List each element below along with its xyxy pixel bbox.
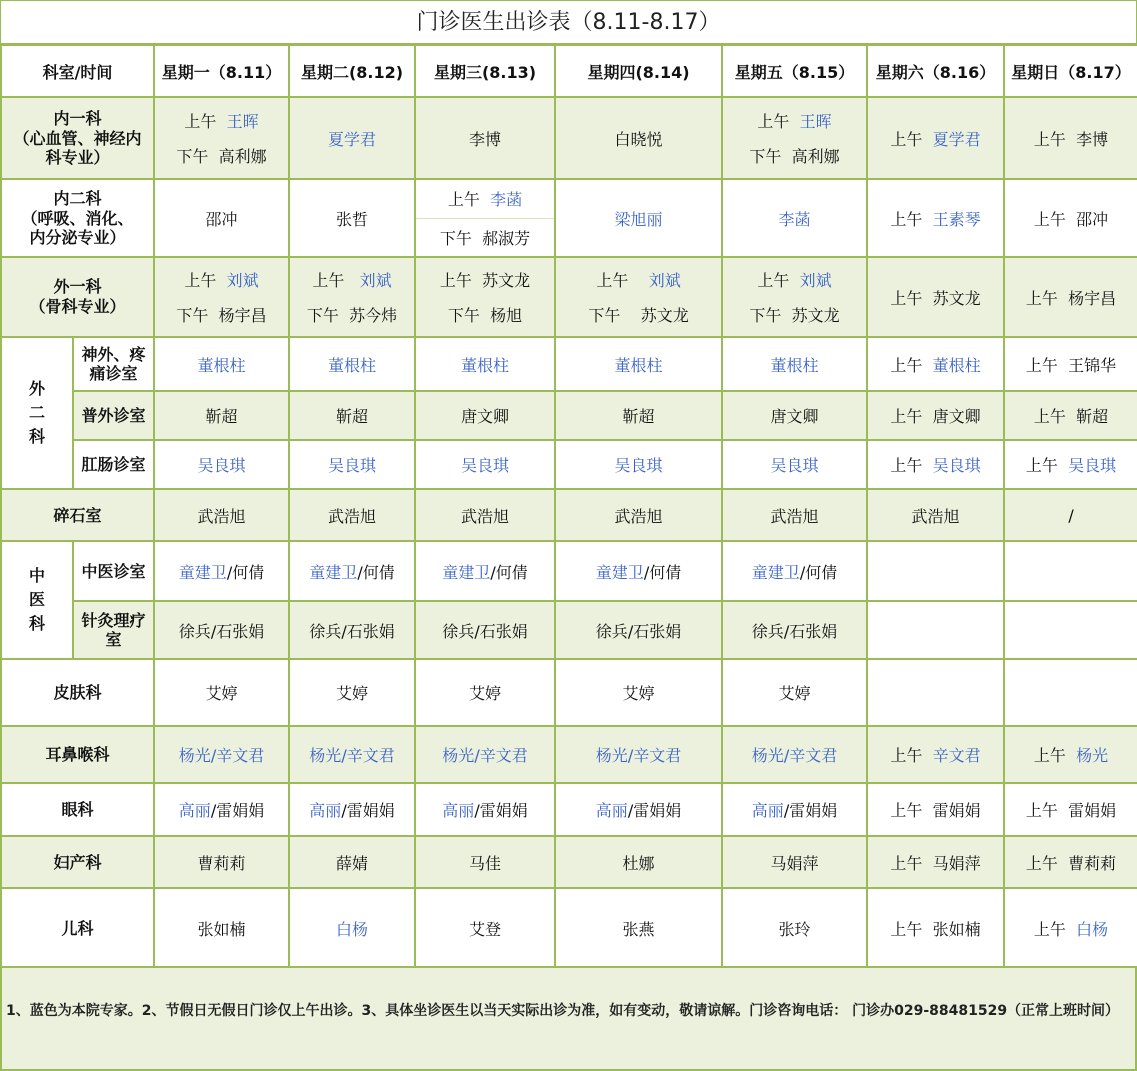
schedule-cell: 杨光/辛文君	[289, 726, 415, 783]
dept-name: 外一科	[53, 277, 102, 296]
schedule-cell	[1004, 601, 1137, 659]
schedule-cell: 上午 白杨	[1004, 888, 1137, 968]
schedule-cell: 上午 刘斌 下午 苏文龙	[722, 257, 867, 337]
dept-name: 外二科	[28, 379, 45, 446]
schedule-cell	[867, 601, 1004, 659]
schedule-cell: 武浩旭	[415, 489, 555, 541]
schedule-cell	[1004, 541, 1137, 601]
schedule-cell: 高丽/雷娟娟	[415, 783, 555, 836]
table-row	[1, 783, 1137, 836]
schedule-cell: 上午 吴良琪	[1004, 440, 1137, 489]
schedule-cell: 董根柱	[154, 337, 289, 391]
schedule-cell: 上午 王晖 下午 高利娜	[722, 97, 867, 179]
schedule-cell: 上午 刘斌 下午 杨宇昌	[154, 257, 289, 337]
dept-cell: 耳鼻喉科	[1, 726, 154, 783]
schedule-cell: 张燕	[555, 888, 722, 968]
schedule-cell: 上午 马娟萍	[867, 836, 1004, 888]
dept-cell: 儿科	[1, 888, 154, 968]
schedule-cell	[867, 659, 1004, 726]
schedule-cell: 高丽/雷娟娟	[722, 783, 867, 836]
schedule-cell: 上午 王素琴	[867, 179, 1004, 257]
schedule-cell: 李博	[415, 97, 555, 179]
schedule-cell: 上午 刘斌 下午 苏今炜	[289, 257, 415, 337]
dept-cell	[1, 97, 154, 179]
schedule-cell: 吴良琪	[415, 440, 555, 489]
schedule-cell: 武浩旭	[867, 489, 1004, 541]
dept-name: 中医科	[28, 566, 45, 633]
schedule-cell: 上午 王锦华	[1004, 337, 1137, 391]
header-row	[1, 45, 1137, 97]
schedule-cell: 杨光/辛文君	[415, 726, 555, 783]
schedule-cell: 上午 杨光	[1004, 726, 1137, 783]
schedule-cell: 马娟萍	[722, 836, 867, 888]
footer-text: 1、蓝色为本院专家。2、节假日无假日门诊仅上午出诊。3、具体坐诊医生以当天实际出诊为准，如有变动，敬请谅解。门诊咨询电话： 门诊办029-88481529（正常上班时间）	[6, 1003, 1120, 1019]
corner-header: 科室/时间	[1, 45, 154, 97]
schedule-cell: /	[1004, 489, 1137, 541]
schedule-cell: 董根柱	[415, 337, 555, 391]
schedule-cell: 杨光/辛文君	[722, 726, 867, 783]
footer-notes	[0, 966, 1137, 1071]
table-row	[1, 541, 1137, 601]
schedule-cell: 上午 辛文君	[867, 726, 1004, 783]
schedule-cell: 张如楠	[154, 888, 289, 968]
dept-cell	[1, 257, 154, 337]
schedule-cell: 邵冲	[154, 179, 289, 257]
schedule-cell: 张玲	[722, 888, 867, 968]
schedule-cell: 高丽/雷娟娟	[555, 783, 722, 836]
schedule-cell: 上午 苏文龙	[867, 257, 1004, 337]
table-row	[1, 659, 1137, 726]
schedule-cell: 靳超	[555, 391, 722, 440]
dept-subtitle: （骨科专业）	[29, 297, 126, 316]
schedule-cell: 上午 曹莉莉	[1004, 836, 1137, 888]
schedule-cell: 李菡	[722, 179, 867, 257]
schedule-table	[0, 44, 1137, 969]
schedule-cell: 上午 靳超	[1004, 391, 1137, 440]
schedule-cell: 唐文卿	[722, 391, 867, 440]
schedule-cell: 上午 杨宇昌	[1004, 257, 1137, 337]
schedule-cell: 吴良琪	[154, 440, 289, 489]
schedule-cell: 童建卫/何倩	[289, 541, 415, 601]
dept-cell: 皮肤科	[1, 659, 154, 726]
schedule-cell: 上午 苏文龙 下午 杨旭	[415, 257, 555, 337]
table-row	[1, 726, 1137, 783]
day-header: 星期六（8.16）	[867, 45, 1004, 97]
table-row	[1, 440, 1137, 489]
day-header: 星期一（8.11）	[154, 45, 289, 97]
schedule-cell: 曹莉莉	[154, 836, 289, 888]
schedule-cell: 上午 雷娟娟	[1004, 783, 1137, 836]
schedule-cell: 童建卫/何倩	[154, 541, 289, 601]
schedule-cell: 上午 张如楠	[867, 888, 1004, 968]
table-row	[1, 97, 1137, 179]
day-header: 星期四(8.14)	[555, 45, 722, 97]
dept-cell	[1, 179, 154, 257]
schedule-cell: 徐兵/石张娟	[289, 601, 415, 659]
table-row	[1, 257, 1137, 337]
schedule-cell: 童建卫/何倩	[415, 541, 555, 601]
schedule-cell: 吴良琪	[722, 440, 867, 489]
dept-cell: 妇产科	[1, 836, 154, 888]
dept-cell	[1, 337, 73, 489]
schedule-cell: 上午 雷娟娟	[867, 783, 1004, 836]
schedule-cell: 高丽/雷娟娟	[289, 783, 415, 836]
schedule-cell: 薛婧	[289, 836, 415, 888]
schedule-cell: 武浩旭	[555, 489, 722, 541]
table-row	[1, 836, 1137, 888]
schedule-cell: 武浩旭	[722, 489, 867, 541]
page-title: 门诊医生出诊表（8.11-8.17）	[0, 0, 1137, 44]
schedule-cell: 武浩旭	[289, 489, 415, 541]
schedule-cell: 上午 唐文卿	[867, 391, 1004, 440]
schedule-cell: 艾婷	[289, 659, 415, 726]
schedule-cell: 杜娜	[555, 836, 722, 888]
schedule-cell: 徐兵/石张娟	[415, 601, 555, 659]
subdept-cell: 中医诊室	[73, 541, 154, 601]
schedule-cell: 童建卫/何倩	[722, 541, 867, 601]
schedule-cell: 上午 邵冲	[1004, 179, 1137, 257]
table-row	[1, 601, 1137, 659]
table-row	[1, 888, 1137, 968]
schedule-cell: 夏学君	[289, 97, 415, 179]
schedule-cell: 马佳	[415, 836, 555, 888]
dept-cell	[1, 541, 73, 659]
subdept-cell: 神外、疼痛诊室	[73, 337, 154, 391]
day-header: 星期日（8.17）	[1004, 45, 1137, 97]
dept-name: 内二科	[53, 189, 102, 208]
table-row	[1, 391, 1137, 440]
schedule-cell: 上午 夏学君	[867, 97, 1004, 179]
schedule-cell: 梁旭丽	[555, 179, 722, 257]
schedule-cell: 靳超	[154, 391, 289, 440]
day-header: 星期三(8.13)	[415, 45, 555, 97]
schedule-cell: 唐文卿	[415, 391, 555, 440]
schedule-cell: 上午 李博	[1004, 97, 1137, 179]
subdept-cell: 针灸理疗室	[73, 601, 154, 659]
schedule-cell: 董根柱	[555, 337, 722, 391]
schedule-cell: 徐兵/石张娟	[555, 601, 722, 659]
schedule-cell: 艾婷	[722, 659, 867, 726]
schedule-cell: 上午 吴良琪	[867, 440, 1004, 489]
schedule-cell: 艾婷	[154, 659, 289, 726]
dept-cell: 眼科	[1, 783, 154, 836]
schedule-cell: 高丽/雷娟娟	[154, 783, 289, 836]
day-header: 星期二(8.12)	[289, 45, 415, 97]
schedule-cell: 杨光/辛文君	[154, 726, 289, 783]
schedule-cell: 靳超	[289, 391, 415, 440]
schedule-cell	[867, 541, 1004, 601]
schedule-cell: 上午 刘斌 下午 苏文龙	[555, 257, 722, 337]
schedule-cell: 上午 王晖 下午 高利娜	[154, 97, 289, 179]
table-row	[1, 489, 1137, 541]
schedule-cell: 徐兵/石张娟	[154, 601, 289, 659]
schedule-cell: 上午 董根柱	[867, 337, 1004, 391]
dept-subtitle: （呼吸、消化、内分泌专业）	[21, 209, 134, 247]
schedule-cell: 吴良琪	[555, 440, 722, 489]
schedule-cell: 董根柱	[289, 337, 415, 391]
schedule-cell: 董根柱	[722, 337, 867, 391]
schedule-cell: 艾登	[415, 888, 555, 968]
schedule-cell: 白晓悦	[555, 97, 722, 179]
schedule-cell: 童建卫/何倩	[555, 541, 722, 601]
day-header: 星期五（8.15）	[722, 45, 867, 97]
schedule-cell: 杨光/辛文君	[555, 726, 722, 783]
schedule-cell: 吴良琪	[289, 440, 415, 489]
dept-cell: 碎石室	[1, 489, 154, 541]
schedule-cell: 艾婷	[415, 659, 555, 726]
table-row	[1, 179, 1137, 257]
schedule-cell: 武浩旭	[154, 489, 289, 541]
schedule-cell: 张哲	[289, 179, 415, 257]
schedule-cell: 徐兵/石张娟	[722, 601, 867, 659]
dept-name: 内一科	[53, 109, 102, 128]
table-row	[1, 337, 1137, 391]
schedule-cell: 艾婷	[555, 659, 722, 726]
subdept-cell: 肛肠诊室	[73, 440, 154, 489]
schedule-cell: 白杨	[289, 888, 415, 968]
subdept-cell: 普外诊室	[73, 391, 154, 440]
dept-subtitle: （心血管、神经内科专业）	[13, 129, 142, 167]
schedule-cell	[1004, 659, 1137, 726]
schedule-cell: 上午 李菡 下午 郝淑芳	[415, 179, 555, 257]
